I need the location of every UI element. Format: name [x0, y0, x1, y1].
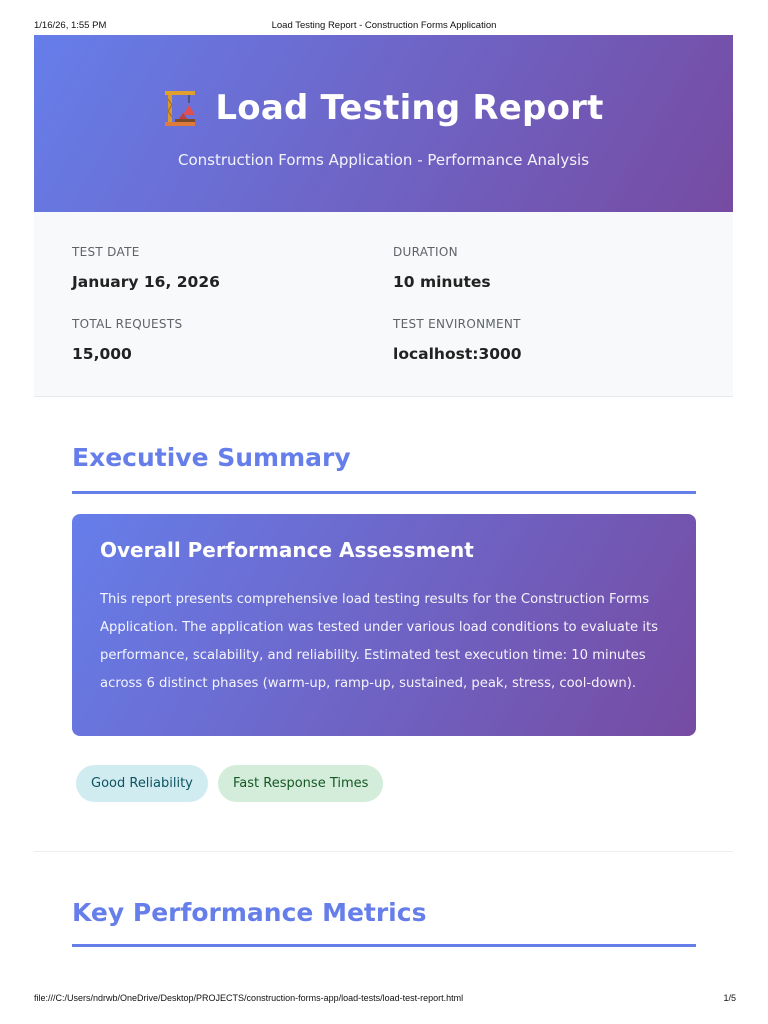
- info-label: DURATION: [393, 245, 458, 259]
- info-label: TOTAL REQUESTS: [72, 317, 183, 331]
- section-underline: [72, 944, 696, 947]
- info-total-requests: [72, 317, 372, 363]
- print-file-url: file:///C:/Users/ndrwb/OneDrive/Desktop/PROJECTS/construction-forms-app/load-tests/load-test-report.html: [34, 993, 464, 1003]
- badge-fast-response-times: Fast Response Times: [218, 765, 383, 802]
- print-page-number: 1/5: [723, 993, 736, 1003]
- info-test-environment: [393, 317, 693, 363]
- section-heading-executive-summary: Executive Summary: [72, 443, 351, 472]
- executive-summary-section: [34, 397, 733, 852]
- info-label: TEST ENVIRONMENT: [393, 317, 521, 331]
- report-title-row: [34, 35, 733, 129]
- key-metrics-section: [34, 852, 733, 982]
- info-duration: [393, 245, 693, 291]
- assessment-card-text: This report presents comprehensive load testing results for the Construction Forms Application. The application was tested under various load conditions to evaluate its performance, scalability, and reliability. Estimated test execution time: 10 minutes across 6 distinct phases (warm-up, ramp-up, sustained, peak, stress, cool-down).: [100, 592, 659, 691]
- print-datetime: 1/16/26, 1:55 PM: [34, 20, 107, 31]
- info-test-date: [72, 245, 372, 291]
- report-header: [34, 35, 733, 212]
- report-page: [34, 35, 733, 982]
- report-title: Load Testing Report: [215, 88, 604, 128]
- badge-good-reliability: Good Reliability: [76, 765, 208, 802]
- info-label: TEST DATE: [72, 245, 140, 259]
- print-document-title: Load Testing Report - Construction Forms Application: [271, 20, 497, 31]
- info-value: 10 minutes: [393, 273, 491, 291]
- section-underline: [72, 491, 696, 494]
- overall-assessment-card: [72, 514, 696, 736]
- info-value: 15,000: [72, 345, 132, 363]
- report-subtitle: Construction Forms Application - Performance Analysis: [177, 151, 590, 169]
- info-value: January 16, 2026: [72, 273, 220, 291]
- building-construction-icon: [163, 89, 197, 127]
- test-info-grid: [34, 212, 733, 397]
- section-heading-key-metrics: Key Performance Metrics: [72, 898, 427, 927]
- info-value: localhost:3000: [393, 345, 522, 363]
- print-header: [0, 0, 768, 34]
- assessment-card-title: Overall Performance Assessment: [100, 538, 474, 562]
